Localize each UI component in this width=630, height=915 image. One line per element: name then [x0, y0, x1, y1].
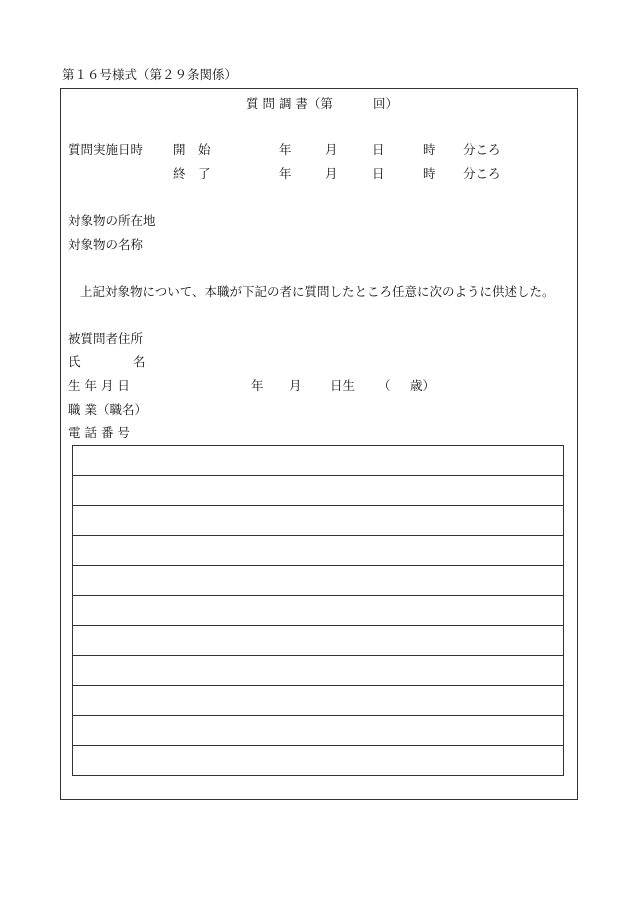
name-label-first: 氏 — [68, 354, 81, 369]
answer-cell[interactable] — [73, 686, 564, 716]
answer-cell[interactable] — [73, 446, 564, 476]
answer-cell[interactable] — [73, 746, 564, 776]
start-month: 月 — [325, 142, 338, 157]
age-open: （ — [378, 378, 391, 393]
birth-day: 日生 — [330, 378, 356, 393]
answer-cell[interactable] — [73, 506, 564, 536]
name-label-second: 名 — [133, 354, 146, 369]
answer-row — [73, 476, 564, 506]
answer-cell[interactable] — [73, 566, 564, 596]
answer-row — [73, 686, 564, 716]
occupation-label: 職 業（職名） — [68, 402, 147, 417]
start-minute: 分ころ — [463, 142, 501, 157]
answer-cell[interactable] — [73, 626, 564, 656]
end-hour: 時 — [423, 166, 436, 181]
end-year: 年 — [279, 166, 292, 181]
answer-row — [73, 626, 564, 656]
answer-cell[interactable] — [73, 716, 564, 746]
birth-year: 年 — [251, 378, 264, 393]
object-name-label: 対象物の名称 — [68, 237, 144, 252]
answer-cell[interactable] — [73, 476, 564, 506]
answer-cell[interactable] — [73, 596, 564, 626]
answer-row — [73, 716, 564, 746]
end-month: 月 — [325, 166, 338, 181]
end-day: 日 — [372, 166, 385, 181]
object-location-label: 対象物の所在地 — [68, 213, 156, 228]
answer-cell[interactable] — [73, 536, 564, 566]
answer-row — [73, 446, 564, 476]
answer-row — [73, 536, 564, 566]
answer-row — [73, 746, 564, 776]
end-minute: 分ころ — [463, 166, 501, 181]
answer-table — [72, 445, 564, 776]
form-number: 第１６号様式（第２９条関係） — [62, 67, 238, 82]
phone-label: 電 話 番 号 — [68, 425, 130, 440]
start-day: 日 — [372, 142, 385, 157]
answer-table-body — [73, 446, 564, 776]
title-suffix: 回） — [373, 96, 399, 111]
start-label: 開 始 — [173, 142, 211, 157]
end-label: 終 了 — [173, 166, 211, 181]
statement-text: 上記対象物について、本職が下記の者に質問したところ任意に次のように供述した。 — [80, 284, 555, 299]
answer-row — [73, 506, 564, 536]
start-hour: 時 — [423, 142, 436, 157]
answer-row — [73, 656, 564, 686]
start-year: 年 — [279, 142, 292, 157]
age-unit: 歳） — [410, 378, 436, 393]
address-label: 被質問者住所 — [68, 331, 144, 346]
birth-label: 生 年 月 日 — [68, 378, 130, 393]
answer-row — [73, 596, 564, 626]
answer-row — [73, 566, 564, 596]
answer-cell[interactable] — [73, 656, 564, 686]
datetime-label: 質問実施日時 — [68, 142, 144, 157]
birth-month: 月 — [289, 378, 302, 393]
title-prefix: 質 問 調 書（第 — [246, 96, 333, 111]
